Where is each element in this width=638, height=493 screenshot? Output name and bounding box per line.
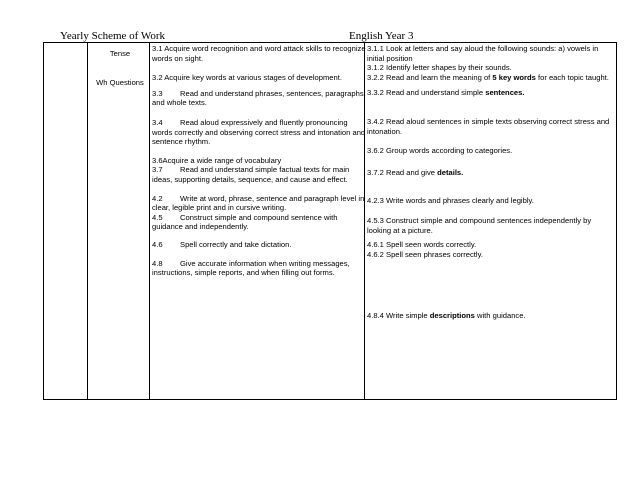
standard-4-5: 4.5 Construct simple and compound sentence with guidance and independently. xyxy=(152,212,338,232)
learning-objectives-column xyxy=(367,44,617,321)
standard-4-6: 4.6 Spell correctly and take dictation. xyxy=(152,239,292,249)
topic-tense: Tense xyxy=(109,49,131,58)
objective-3-7-2: 3.7.2 Read and give details. xyxy=(367,167,464,177)
document-header-right: English Year 3 xyxy=(349,30,414,42)
objective-4-2-3: 4.2.3 Write words and phrases clearly and legibly. xyxy=(367,196,534,206)
standard-3-6: 3.6Acquire a wide range of vocabulary xyxy=(152,155,282,165)
objective-3-1-2: 3.1.2 Identify letter shapes by their sounds. xyxy=(367,63,512,73)
objective-4-5-3: 4.5.3 Construct simple and compound sentences independently by looking at a picture. xyxy=(367,215,592,235)
objective-3-3-2: 3.3.2 Read and understand simple sentences. xyxy=(367,88,525,98)
standard-3-7: 3.7 Read and understand simple factual texts for main ideas, supporting details, sequence, and cause and effect. xyxy=(152,165,350,184)
topic-wh-questions: Wh Questions xyxy=(96,78,144,87)
column-divider-1 xyxy=(87,43,88,399)
objective-3-4-2: 3.4.2 Read aloud sentences in simple texts observing correct stress and intonation. xyxy=(367,116,610,136)
objective-3-1-1: 3.1.1 Look at letters and say aloud the following sounds: a) vowels in initial position xyxy=(367,44,599,63)
objective-4-6-1: 4.6.1 Spell seen words correctly. xyxy=(367,240,477,250)
standard-3-1: 3.1 Acquire word recognition and word attack skills to recognize words on sight. xyxy=(152,44,366,63)
objective-3-2-2: 3.2.2 Read and learn the meaning of 5 key words for each topic taught. xyxy=(367,72,609,82)
scheme-table xyxy=(43,42,617,400)
standard-3-4: 3.4 Read aloud expressively and fluently pronouncing words correctly and observing correct stress and intonation and sentence rhythm. xyxy=(152,117,366,147)
standard-4-8: 4.8 Give accurate information when writing messages, instructions, simple reports, and when filling out forms. xyxy=(152,258,350,278)
standard-3-2: 3.2 Acquire key words at various stages of development. xyxy=(152,73,342,83)
column-divider-2 xyxy=(149,43,150,399)
objective-4-6-2: 4.6.2 Spell seen phrases correctly. xyxy=(367,249,483,259)
objective-4-8-4: 4.8.4 Write simple descriptions with guidance. xyxy=(367,311,526,321)
standard-3-3: 3.3 Read and understand phrases, sentences, paragraphs, and whole texts. xyxy=(152,88,366,108)
document-header-left: Yearly Scheme of Work xyxy=(60,30,166,42)
objective-3-6-2: 3.6.2 Group words according to categories. xyxy=(367,146,513,156)
learning-standards-column xyxy=(152,44,366,278)
standard-4-2: 4.2 Write at word, phrase, sentence and paragraph level in clear, legible print and in cursive writing. xyxy=(152,193,365,213)
